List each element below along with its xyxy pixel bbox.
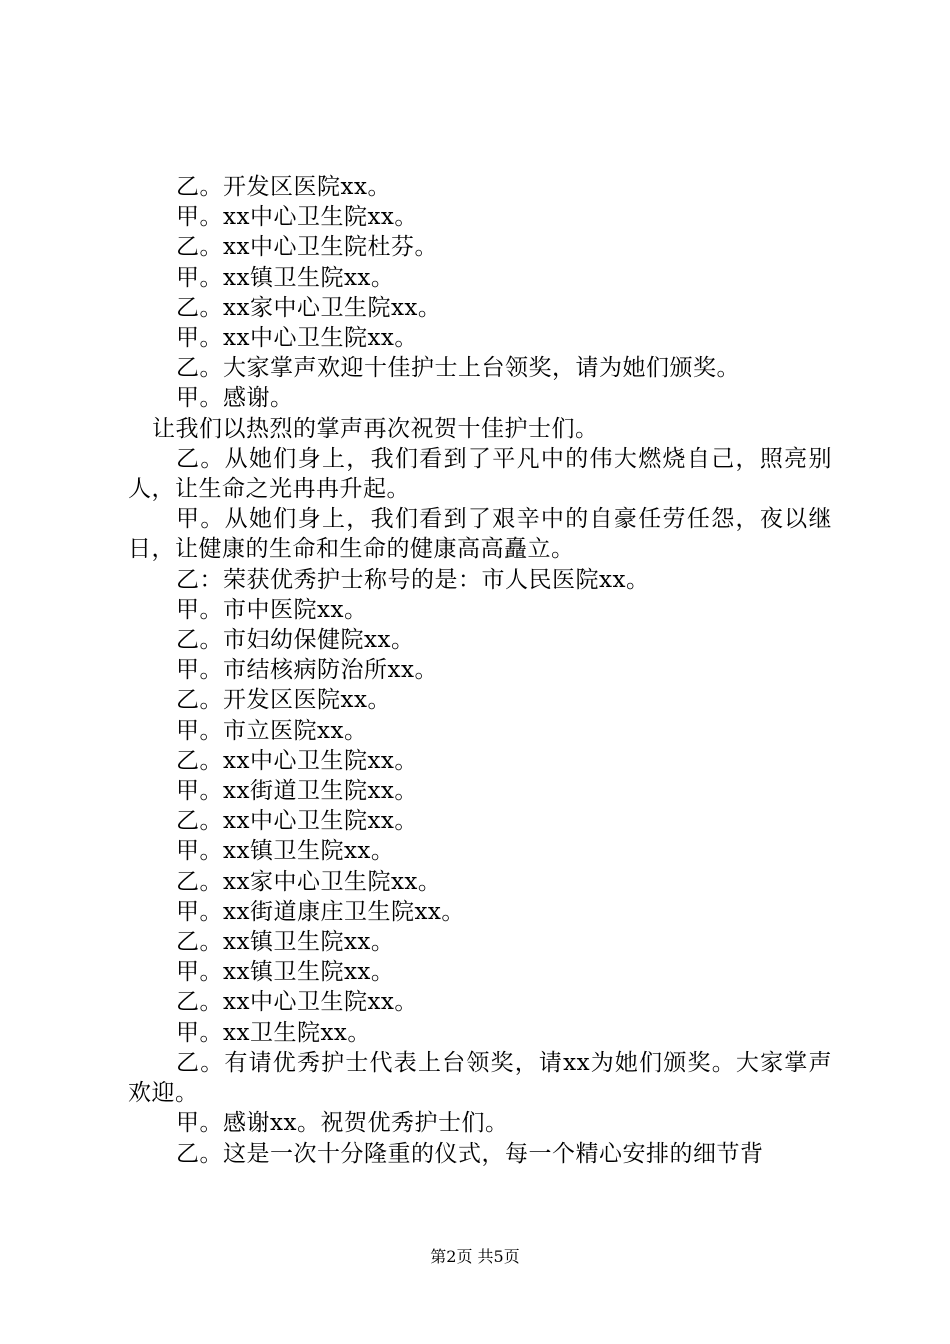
paragraph: 甲。市结核病防治所xx。 [176, 657, 438, 684]
paragraph: 乙。xx镇卫生院xx。 [176, 929, 395, 956]
paragraph: 甲。xx中心卫生院xx。 [176, 204, 418, 231]
paragraph: 乙。开发区医院xx。 [176, 687, 391, 714]
paragraph: 让我们以热烈的掌声再次祝贺十佳护士们。 [152, 415, 599, 442]
paragraph: 甲。xx镇卫生院xx。 [176, 264, 395, 291]
paragraph: 甲。xx镇卫生院xx。 [176, 838, 395, 865]
paragraph: 甲。xx街道康庄卫生院xx。 [176, 898, 465, 925]
paragraph: 甲。xx中心卫生院xx。 [176, 325, 418, 352]
paragraph: 乙：荣获优秀护士称号的是：市人民医院xx。 [176, 566, 650, 593]
paragraph: 乙。xx中心卫生院杜芬。 [176, 234, 438, 261]
paragraph: 乙。开发区医院xx。 [176, 174, 391, 200]
paragraph: 甲。xx街道卫生院xx。 [176, 778, 418, 805]
paragraph: 甲。市中医院xx。 [176, 596, 368, 623]
paragraph: 乙。大家掌声欢迎十佳护士上台领奖，请为她们颁奖。 [176, 355, 740, 382]
paragraph: 甲。xx镇卫生院xx。 [176, 959, 395, 986]
paragraph: 乙。市妇幼保健院xx。 [176, 627, 415, 654]
paragraph: 乙。这是一次十分隆重的仪式，每一个精心安排的细节背 [176, 1140, 764, 1167]
paragraph: 甲。感谢xx。祝贺优秀护士们。 [176, 1110, 509, 1137]
paragraph: 乙。xx家中心卫生院xx。 [176, 294, 442, 321]
paragraph: 甲。xx卫生院xx。 [176, 1019, 371, 1046]
document-body [128, 172, 832, 1169]
paragraph: 乙。xx中心卫生院xx。 [176, 747, 418, 774]
paragraph: 乙。xx中心卫生院xx。 [176, 808, 418, 835]
page-number-footer: 第2页 共5页 [430, 1247, 520, 1266]
paragraph: 甲。市立医院xx。 [176, 717, 368, 744]
paragraph: 甲。感谢。 [176, 385, 294, 412]
paragraph: 乙。xx家中心卫生院xx。 [176, 868, 442, 895]
paragraph: 乙。xx中心卫生院xx。 [176, 989, 418, 1016]
paragraph: 乙。有请优秀护士代表上台领奖，请xx为她们颁奖。大家掌声欢迎。 [128, 1049, 832, 1107]
paragraph: 乙。从她们身上，我们看到了平凡中的伟大燃烧自己，照亮别人，让生命之光冉冉升起。 [128, 445, 832, 503]
paragraph: 甲。从她们身上，我们看到了艰辛中的自豪任劳任怨，夜以继日，让健康的生命和生命的健康高高矗立。 [128, 506, 832, 563]
